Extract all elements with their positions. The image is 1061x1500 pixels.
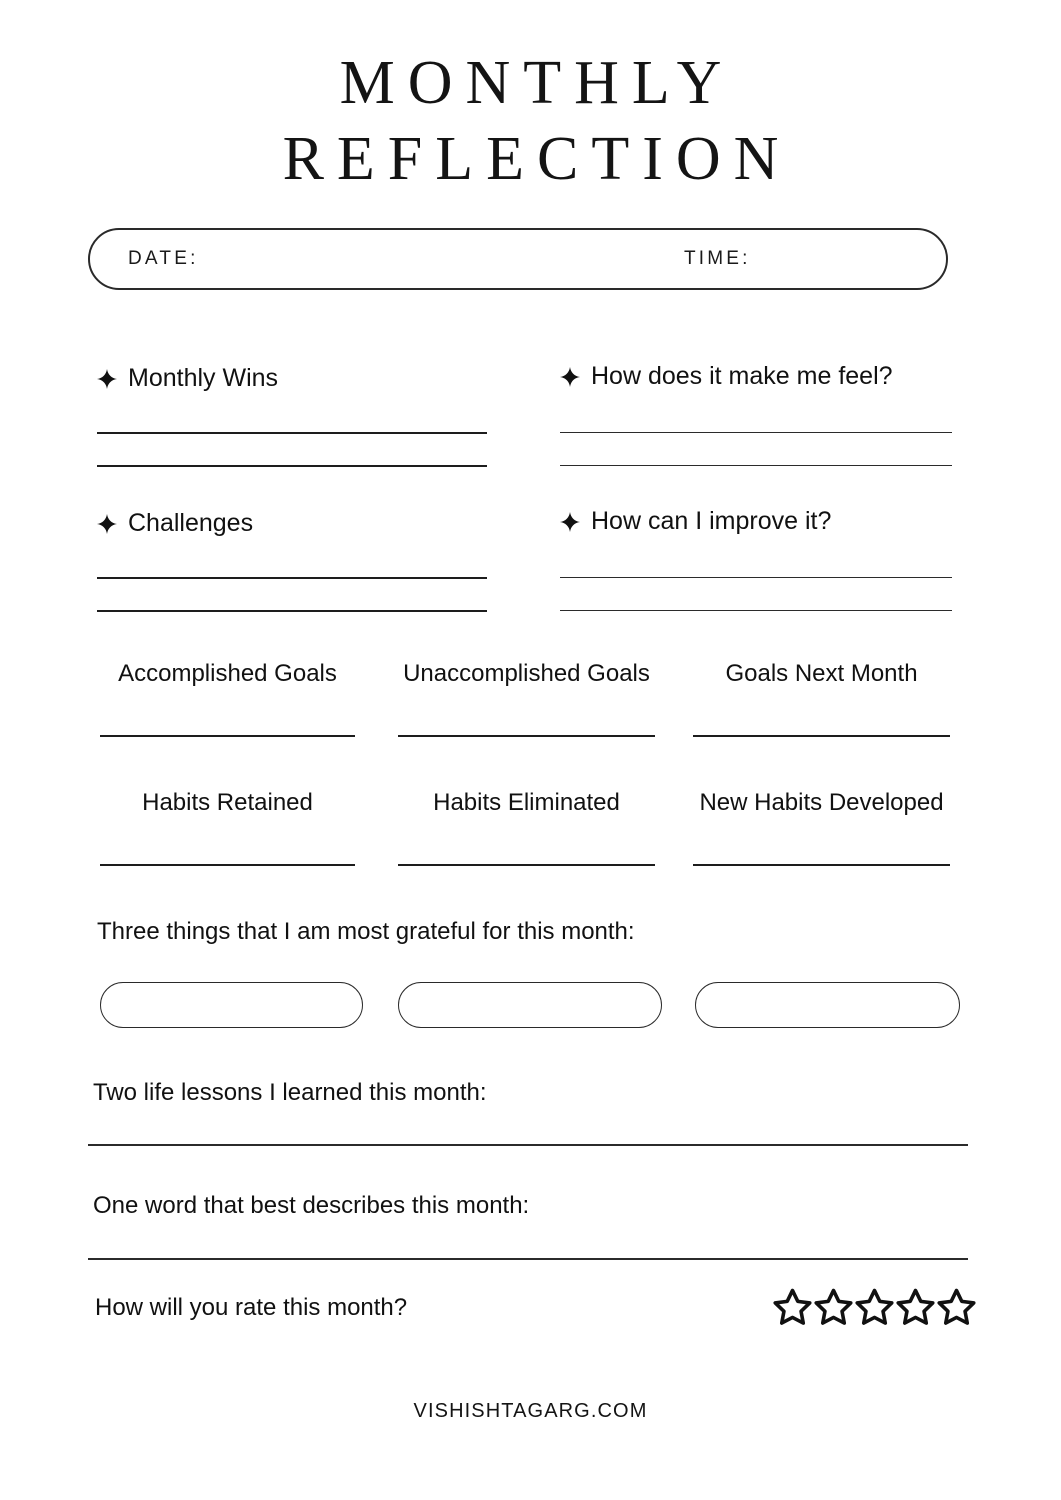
prompt-label: How can I improve it? (591, 507, 832, 535)
column-label: Unaccomplished Goals (403, 660, 650, 687)
prompt-label: How does it make me feel? (591, 362, 893, 390)
prompt-monthly-wins (97, 365, 487, 467)
goals-column-unaccomplished (398, 660, 655, 737)
column-label: New Habits Developed (699, 789, 944, 816)
rating-star-3[interactable] (854, 1286, 895, 1327)
prompt-label: Monthly Wins (128, 364, 279, 392)
column-label: Accomplished Goals (118, 660, 337, 687)
write-line[interactable] (97, 432, 487, 434)
page-title (0, 49, 1061, 193)
sparkle-icon (560, 512, 580, 532)
prompt-how-can-i-improve-it (560, 508, 952, 611)
write-line[interactable] (560, 610, 952, 611)
rating-star-5[interactable] (936, 1286, 977, 1327)
habits-column-retained (100, 789, 355, 866)
footer-url: VISHISHTAGARG.COM (413, 1400, 648, 1422)
rating-star-2[interactable] (813, 1286, 854, 1327)
lessons-write-line[interactable] (88, 1144, 968, 1146)
write-line[interactable] (97, 577, 487, 579)
prompt-challenges (97, 510, 487, 612)
column-label: Habits Retained (142, 789, 313, 816)
write-line[interactable] (100, 864, 355, 866)
date-label: DATE: (128, 248, 199, 269)
title-line-reflection: REFLECTION (282, 125, 792, 193)
write-line[interactable] (693, 735, 950, 737)
write-line[interactable] (560, 465, 952, 466)
habits-column-new-developed (693, 789, 950, 866)
prompt-label: Challenges (128, 509, 254, 537)
column-label: Habits Eliminated (433, 789, 620, 816)
rating-stars[interactable] (772, 1286, 977, 1327)
habits-column-eliminated (398, 789, 655, 866)
prompt-heading (560, 508, 952, 536)
datetime-field-group[interactable] (88, 228, 948, 290)
goals-column-next-month (693, 660, 950, 737)
gratitude-entry-3[interactable] (695, 982, 960, 1028)
title-line-monthly: MONTHLY (339, 49, 735, 117)
sparkle-icon (560, 367, 580, 387)
one-word-write-line[interactable] (88, 1258, 968, 1260)
write-line[interactable] (560, 432, 952, 433)
prompt-heading (97, 365, 487, 393)
write-line[interactable] (97, 610, 487, 612)
gratitude-entry-2[interactable] (398, 982, 662, 1028)
prompt-heading (560, 363, 952, 391)
write-line[interactable] (693, 864, 950, 866)
sparkle-icon (97, 514, 117, 534)
write-line[interactable] (97, 465, 487, 467)
write-line[interactable] (100, 735, 355, 737)
rating-star-4[interactable] (895, 1286, 936, 1327)
rating-label: How will you rate this month? (95, 1294, 408, 1321)
gratitude-label: Three things that I am most grateful for this month: (97, 918, 635, 945)
write-line[interactable] (398, 864, 655, 866)
goals-column-accomplished (100, 660, 355, 737)
one-word-label: One word that best describes this month: (93, 1192, 530, 1219)
gratitude-entry-1[interactable] (100, 982, 363, 1028)
write-line[interactable] (560, 577, 952, 578)
lessons-label: Two life lessons I learned this month: (93, 1079, 487, 1106)
prompt-heading (97, 510, 487, 538)
column-label: Goals Next Month (725, 660, 918, 687)
prompt-how-does-it-make-me-feel (560, 363, 952, 466)
rating-star-1[interactable] (772, 1286, 813, 1327)
write-line[interactable] (398, 735, 655, 737)
time-label: TIME: (684, 248, 751, 269)
sparkle-icon (97, 369, 117, 389)
